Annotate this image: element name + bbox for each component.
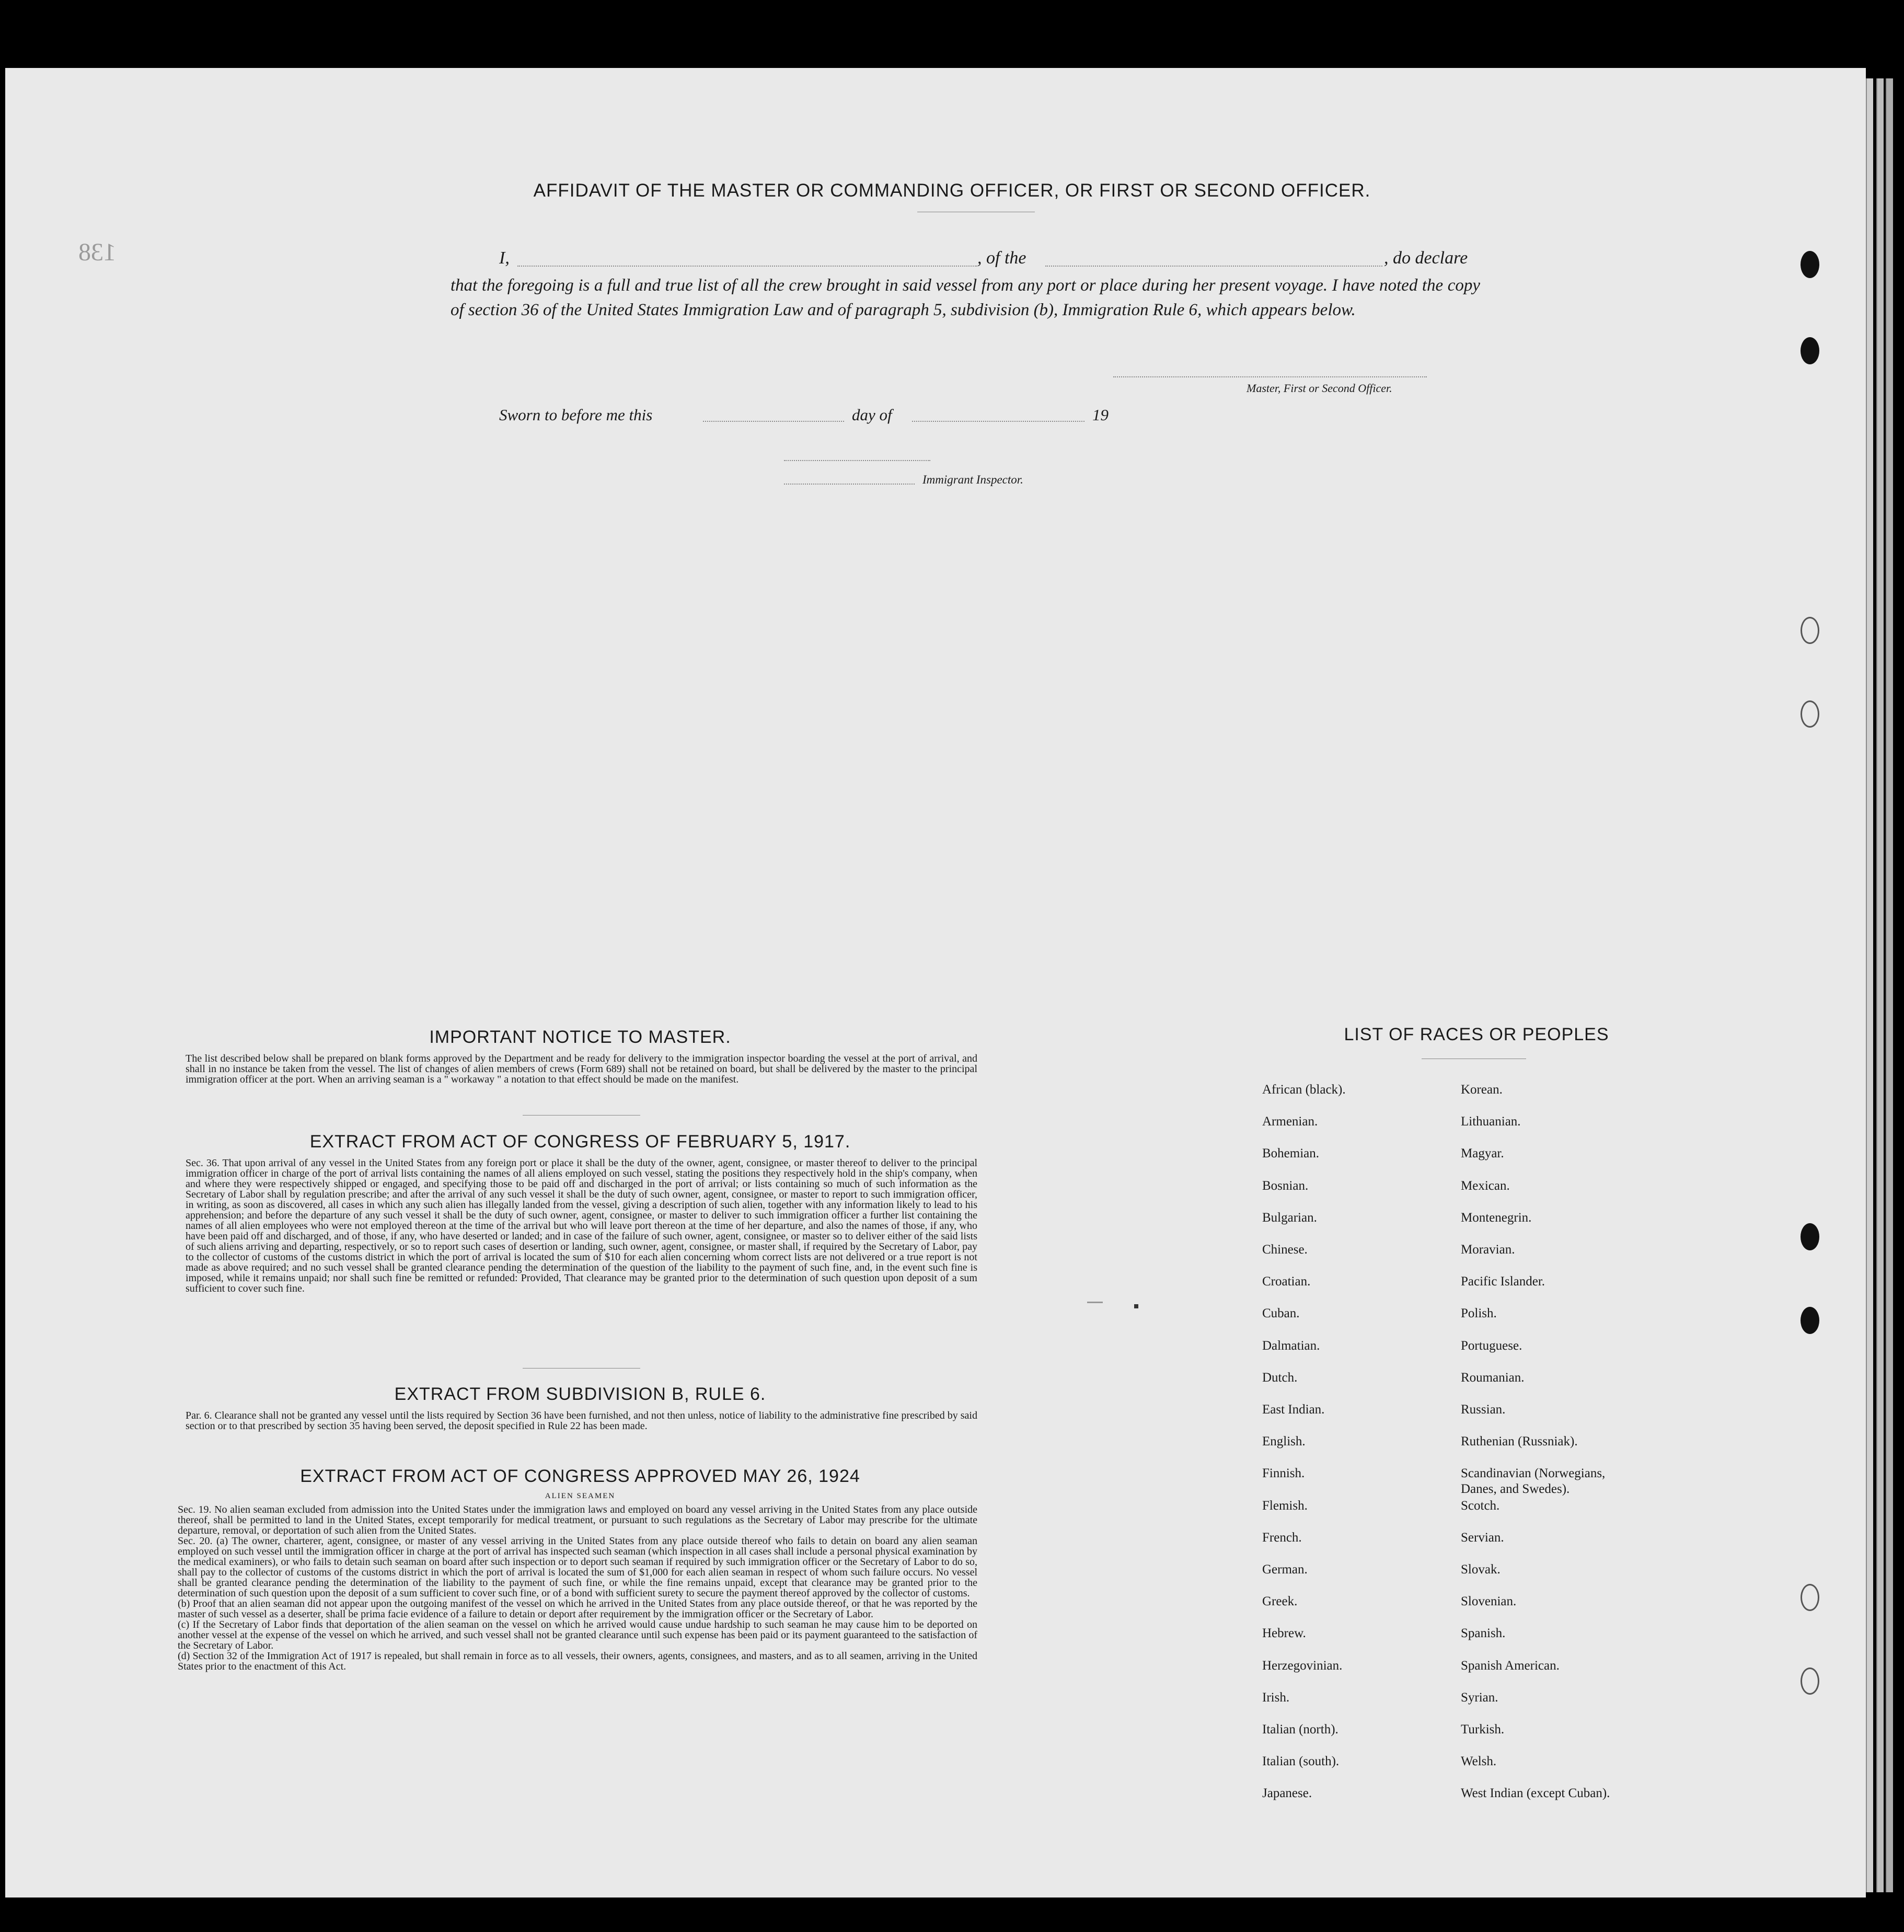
race-item: Montenegrin. xyxy=(1461,1210,1532,1225)
extract-1924-title: EXTRACT FROM ACT OF CONGRESS APPROVED MAY 26, 1924 xyxy=(300,1466,860,1486)
name-field[interactable] xyxy=(517,266,977,267)
inspector-signature-field[interactable] xyxy=(784,460,930,461)
race-item: English. xyxy=(1262,1434,1306,1449)
margin-number: 138 xyxy=(78,238,116,266)
race-item: East Indian. xyxy=(1262,1402,1325,1417)
race-item: Scotch. xyxy=(1461,1498,1500,1513)
race-item: Lithuanian. xyxy=(1461,1114,1521,1129)
punch-hole xyxy=(1801,1584,1819,1611)
master-signature-field[interactable] xyxy=(1113,376,1427,377)
race-item: Korean. xyxy=(1461,1083,1503,1097)
race-item: Chinese. xyxy=(1262,1243,1308,1257)
race-item: French. xyxy=(1262,1530,1302,1545)
race-item: Polish. xyxy=(1461,1306,1497,1321)
race-item: Magyar. xyxy=(1461,1146,1504,1161)
extract-1924-subtitle: ALIEN SEAMEN xyxy=(545,1492,616,1500)
race-item: Italian (north). xyxy=(1262,1722,1338,1736)
race-item: Bulgarian. xyxy=(1262,1210,1317,1225)
race-item: Japanese. xyxy=(1262,1786,1312,1801)
race-item: Italian (south). xyxy=(1262,1754,1340,1769)
race-item: Cuban. xyxy=(1262,1306,1300,1321)
race-item: Moravian. xyxy=(1461,1243,1515,1257)
sworn-label: Sworn to before me this xyxy=(499,406,653,424)
day-of-label: day of xyxy=(852,406,892,424)
vessel-field[interactable] xyxy=(1045,266,1382,267)
ink-speck xyxy=(1087,1302,1103,1303)
race-item: Irish. xyxy=(1262,1690,1290,1705)
extract-1917-title: EXTRACT FROM ACT OF CONGRESS OF FEBRUARY 5, 1917. xyxy=(309,1132,851,1152)
race-item: Spanish American. xyxy=(1461,1658,1560,1673)
race-item: Herzegovinian. xyxy=(1262,1658,1343,1673)
race-item: Mexican. xyxy=(1461,1178,1510,1193)
extract-1917-body: Sec. 36. That upon arrival of any vessel in the United States from any foreign port or place it shall be the duty of the owner, agent, consignee, or master thereof to deliver to the principal immigration officer in charge of the port of arrival lists containing the names of all aliens employed on such vessel, stating the positions they respectively hold in the ship's company, when and where they were respectively shipped or engaged, and specifying those to be paid off and discharged in the port of arrival; or lists containing so much of such information as the Secretary of Labor shall by regulation prescribe; and after the arrival of any such vessel it shall be the duty of such owner, agent, consignee, or master to report to such immigration officer, in writing, as soon as discovered, all cases in which any such alien has illegally landed from the vessel, giving a description of such alien, together with any information likely to lead to his apprehension; and before the departure of any such vessel it shall be the duty of such owner, agent, consignee, or master to deliver to such immigration officer a further list containing the names of all alien employees who were not employed thereon at the time of the arrival but who will leave port thereon at the time of her departure, and also the names of those, if any, who have been paid off and discharged, and of those, if any, who have deserted or landed; and in case of the failure of such owner, agent, consignee, or master so to deliver either of the said lists of such aliens arriving and departing, respectively, or so to report such cases of desertion or landing, such owner, agent, consignee, or master shall, if required by the Secretary of Labor, pay to the collector of customs of the customs district in which the port of arrival is located the sum of $10 for each alien concerning whom correct lists are not delivered or a true report is not made as above required; and no such vessel shall be granted clearance pending the determination of the question of the liability to the payment of such fine, and, in the event such fine is imposed, while it remains unpaid; nor shall such fine be remitted or refunded: Provided, That clearance may be granted prior to the determination of such question upon deposit of a sum sufficient to cover such fine. xyxy=(186,1157,977,1294)
race-item: Slovak. xyxy=(1461,1562,1501,1577)
notice-body: The list described below shall be prepared on blank forms approved by the Department and be ready for delivery to the immigration inspector boarding the vessel at the port of arrival, and shall in no instance be taken from the vessel. The list of changes of alien members of crews (Form 689) shall not be retained on board, but shall be delivered by the master to the principal immigration officer at the port. When an arriving seaman is a " workaway " a notation to that effect should be made on the manifest. xyxy=(186,1053,977,1085)
page-edge xyxy=(1886,78,1893,1892)
year-label: 19 xyxy=(1092,406,1109,424)
punch-hole xyxy=(1801,1223,1819,1250)
affidavit-mid: , of the xyxy=(977,248,1026,268)
race-item: German. xyxy=(1262,1562,1308,1577)
race-item: West Indian (except Cuban). xyxy=(1461,1786,1610,1801)
race-item: Dalmatian. xyxy=(1262,1338,1320,1353)
punch-hole xyxy=(1801,337,1819,364)
inspector-signature-field-2[interactable] xyxy=(784,484,915,485)
punch-hole xyxy=(1801,1307,1819,1334)
master-label: Master, First or Second Officer. xyxy=(1247,382,1392,395)
race-item: Pacific Islander. xyxy=(1461,1274,1545,1289)
page-edge xyxy=(1866,78,1873,1892)
page-edge xyxy=(1876,78,1884,1892)
punch-hole xyxy=(1801,1668,1819,1695)
sworn-month-field[interactable] xyxy=(912,421,1084,422)
extract-rule6-title: EXTRACT FROM SUBDIVISION B, RULE 6. xyxy=(394,1384,766,1404)
race-item: Syrian. xyxy=(1461,1690,1498,1705)
extract-rule6-body: Par. 6. Clearance shall not be granted any vessel until the lists required by Section 36 have been furnished, and not then unless, notice of liability to the administrative fine prescribed by said section or to that prescribed by section 35 having been served, the deposit specified in Rule 22 has been made. xyxy=(186,1410,977,1432)
punch-hole xyxy=(1801,251,1819,278)
race-item: Servian. xyxy=(1461,1530,1504,1545)
race-item: Bohemian. xyxy=(1262,1146,1320,1161)
race-item: Welsh. xyxy=(1461,1754,1497,1769)
race-item: Bosnian. xyxy=(1262,1178,1309,1193)
race-item: Hebrew. xyxy=(1262,1626,1306,1641)
affidavit-prefix: I, xyxy=(499,248,510,268)
section-rule xyxy=(523,1115,640,1116)
race-item: Scandinavian (Norwegians, Danes, and Swedes). xyxy=(1461,1466,1606,1497)
race-item: Finnish. xyxy=(1262,1466,1305,1481)
race-item: African (black). xyxy=(1262,1083,1346,1097)
race-item: Flemish. xyxy=(1262,1498,1308,1513)
affidavit-body: that the foregoing is a full and true list of all the crew brought in said vessel from any port or place during her present voyage. I have noted the copy of section 36 of the United States Immigration Law and of paragraph 5, subdivision (b), Immigration Rule 6, which appears below. xyxy=(451,276,1480,319)
race-item: Portuguese. xyxy=(1461,1338,1522,1353)
race-item: Slovenian. xyxy=(1461,1594,1517,1609)
race-item: Roumanian. xyxy=(1461,1370,1525,1385)
race-item: Dutch. xyxy=(1262,1370,1298,1385)
race-item: Russian. xyxy=(1461,1402,1506,1417)
affidavit-suffix: , do declare xyxy=(1384,248,1468,268)
punch-hole xyxy=(1801,700,1819,728)
race-item: Greek. xyxy=(1262,1594,1298,1609)
inspector-label: Immigrant Inspector. xyxy=(922,473,1023,486)
race-item: Armenian. xyxy=(1262,1114,1318,1129)
ink-speck xyxy=(1134,1304,1138,1308)
race-item: Turkish. xyxy=(1461,1722,1505,1736)
sworn-day-field[interactable] xyxy=(703,421,844,422)
affidavit-title: AFFIDAVIT OF THE MASTER OR COMMANDING OFFICER, OR FIRST OR SECOND OFFICER. xyxy=(533,180,1371,201)
punch-hole xyxy=(1801,617,1819,644)
race-item: Croatian. xyxy=(1262,1274,1311,1289)
race-item: Spanish. xyxy=(1461,1626,1506,1641)
race-item: Ruthenian (Russniak). xyxy=(1461,1434,1578,1449)
races-title: LIST OF RACES OR PEOPLES xyxy=(1344,1025,1609,1044)
notice-title: IMPORTANT NOTICE TO MASTER. xyxy=(429,1027,731,1047)
extract-1924-body: Sec. 19. No alien seaman excluded from admission into the United States under the immigration laws and employed on board any vessel arriving in the United States from any place outside thereof, shall be permitted to land in the United States, except temporarily for medical treatment, or pursuant to such regulations as the Secretary of Labor may prescribe for the ultimate departure, removal, or deportation of such alien from the United States. Sec. 20. (a) The owner, charterer, agent, consignee, or master of any vessel arriving in the United States from any place outside thereof who fails to detain on board any alien seaman employed on such vessel until the immigration officer in charge at the port of arrival has inspected such seaman (which inspection in all cases shall include a personal physical examination by the medical examiners), or who fails to detain such seaman on board after such inspection or to deport such seaman if required by such immigration officer or the Secretary of Labor to do so, shall pay to the collector of customs of the customs district in which the port of arrival is located the sum of $1,000 for each alien seaman in respect of whom such failure occurs. No vessel shall be granted clearance pending the determination of the liability to the payment of such fine, or while the fine remains unpaid, except that clearance may be granted prior to the determination of such question upon the deposit of a sum sufficient to cover such fine, or of a bond with sufficient surety to secure the payment thereof approved by the collector of customs. (b) Proof that an alien seaman did not appear upon the outgoing manifest of the vessel on which he arrived in the United States from any place outside thereof, or that he was reported by the master of such vessel as a deserter, shall be prima facie evidence of a failure to detain or deport after requirement by the immigration officer or the Secretary of Labor. (c) If the Secretary of Labor finds that deportation of the alien seaman on the vessel on which he arrived would cause undue hardship to such seaman he may cause him to be deported on another vessel at the expense of the vessel on which he arrived, and such vessel shall not be granted clearance until such expense has been paid or its payment guaranteed to the satisfaction of the Secretary of Labor. (d) Section 32 of the Immigration Act of 1917 is repealed, but shall remain in force as to all vessels, their owners, agents, consignees, and masters, and as to all seamen, arriving in the United States prior to the enactment of this Act. xyxy=(178,1504,977,1672)
